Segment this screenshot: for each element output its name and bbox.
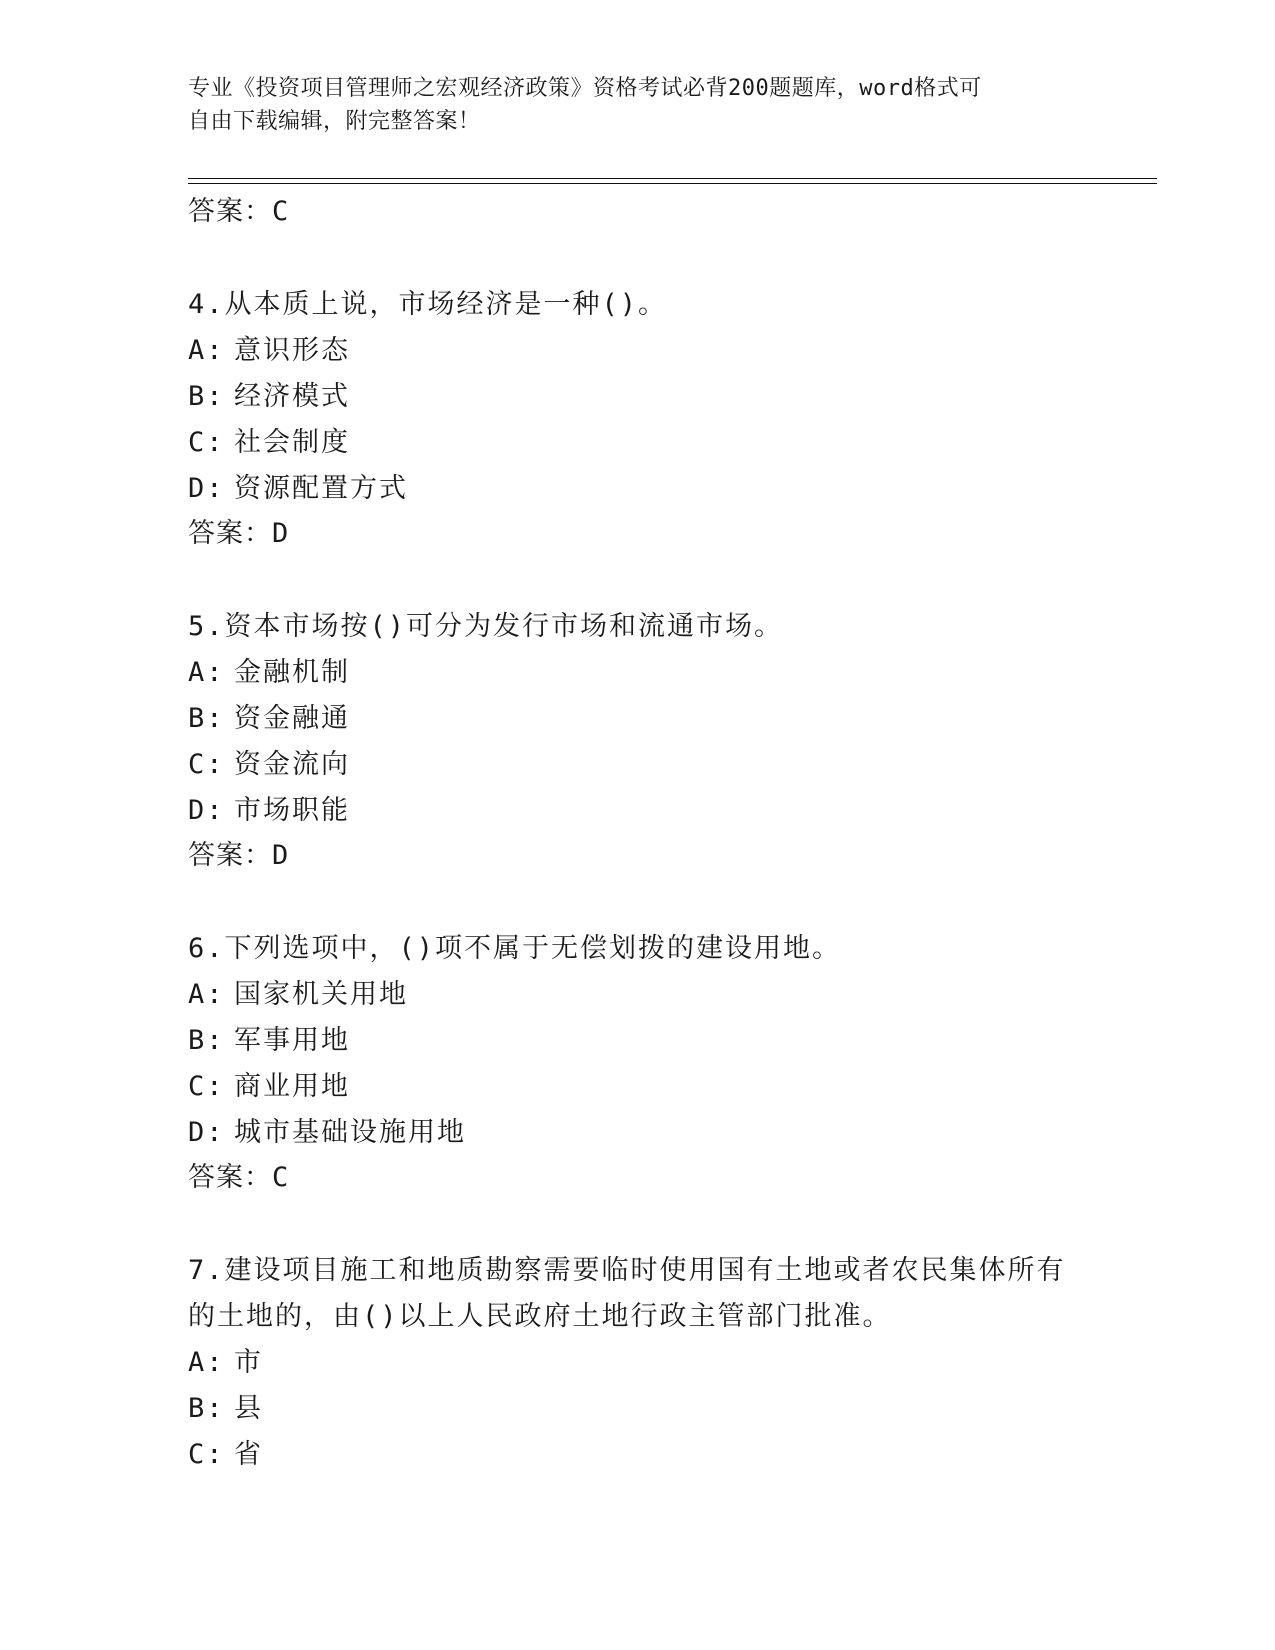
option-key: A:: [188, 1347, 225, 1378]
option-d: [188, 466, 1088, 512]
option-text: 资金流向: [234, 749, 350, 780]
option-text: 商业用地: [234, 1071, 350, 1102]
option-text: 省: [234, 1439, 263, 1470]
question-stem: [188, 282, 1088, 328]
option-key: C:: [188, 1071, 225, 1102]
question-stem-text: 建设项目施工和地质勘察需要临时使用国有土地或者农民集体所有: [224, 1255, 1066, 1286]
option-key: D:: [188, 473, 225, 504]
option-key: C:: [188, 427, 225, 458]
option-b: [188, 374, 1088, 420]
header-line-1: 专业《投资项目管理师之宏观经济政策》资格考试必背200题题库，word格式可: [188, 76, 982, 101]
option-b: [188, 1018, 1088, 1064]
spacer: [188, 1200, 1088, 1248]
question-stem: [188, 926, 1088, 972]
option-key: B:: [188, 703, 225, 734]
option-c: [188, 420, 1088, 466]
option-text: 军事用地: [234, 1025, 350, 1056]
option-text: 县: [234, 1393, 263, 1424]
question-number: 7.: [188, 1255, 225, 1286]
option-key: B:: [188, 381, 225, 412]
option-key: B:: [188, 1025, 225, 1056]
option-text: 社会制度: [234, 427, 350, 458]
option-a: [188, 650, 1088, 696]
option-text: 城市基础设施用地: [234, 1117, 466, 1148]
option-key: D:: [188, 1117, 225, 1148]
question-5: [188, 604, 1088, 878]
question-stem: [188, 604, 1088, 650]
question-number: 6.: [188, 933, 225, 964]
answer: 答案：C: [188, 1162, 290, 1193]
option-text: 资金融通: [234, 703, 350, 734]
question-number: 4.: [188, 289, 225, 320]
option-d: [188, 1110, 1088, 1156]
option-a: [188, 972, 1088, 1018]
option-key: A:: [188, 979, 225, 1010]
answer: 答案：D: [188, 840, 290, 871]
question-stem-text: 从本质上说，市场经济是一种()。: [224, 289, 668, 320]
spacer: [188, 556, 1088, 604]
option-d: [188, 788, 1088, 834]
option-key: C:: [188, 1439, 225, 1470]
option-key: B:: [188, 1393, 225, 1424]
option-key: D:: [188, 795, 225, 826]
header-line-2: 自由下载编辑，附完整答案！: [188, 109, 481, 134]
option-text: 意识形态: [234, 335, 350, 366]
option-text: 经济模式: [234, 381, 350, 412]
question-4: [188, 282, 1088, 556]
option-c: [188, 742, 1088, 788]
option-c: [188, 1064, 1088, 1110]
option-key: A:: [188, 657, 225, 688]
previous-answer: 答案：C: [188, 196, 290, 227]
option-key: A:: [188, 335, 225, 366]
spacer: [188, 878, 1088, 926]
answer: 答案：D: [188, 518, 290, 549]
question-number: 5.: [188, 611, 225, 642]
question-stem-text: 下列选项中，()项不属于无偿划拨的建设用地。: [224, 933, 842, 964]
question-stem-text: 资本市场按()可分为发行市场和流通市场。: [224, 611, 784, 642]
option-a: [188, 1340, 1088, 1386]
question-7: [188, 1248, 1088, 1478]
option-text: 市: [234, 1347, 263, 1378]
document-header: [188, 72, 1068, 138]
header-divider-bottom: [188, 183, 1157, 184]
option-text: 资源配置方式: [234, 473, 408, 504]
option-b: [188, 696, 1088, 742]
option-text: 市场职能: [234, 795, 350, 826]
option-a: [188, 328, 1088, 374]
question-stem: [188, 1248, 1088, 1294]
option-b: [188, 1386, 1088, 1432]
option-c: [188, 1432, 1088, 1478]
question-6: [188, 926, 1088, 1200]
option-key: C:: [188, 749, 225, 780]
spacer: [188, 234, 1088, 282]
document-body: [188, 190, 1088, 1478]
question-stem-continued: 的土地的，由()以上人民政府土地行政主管部门批准。: [188, 1301, 892, 1332]
option-text: 金融机制: [234, 657, 350, 688]
option-text: 国家机关用地: [234, 979, 408, 1010]
header-divider-top: [188, 178, 1157, 179]
